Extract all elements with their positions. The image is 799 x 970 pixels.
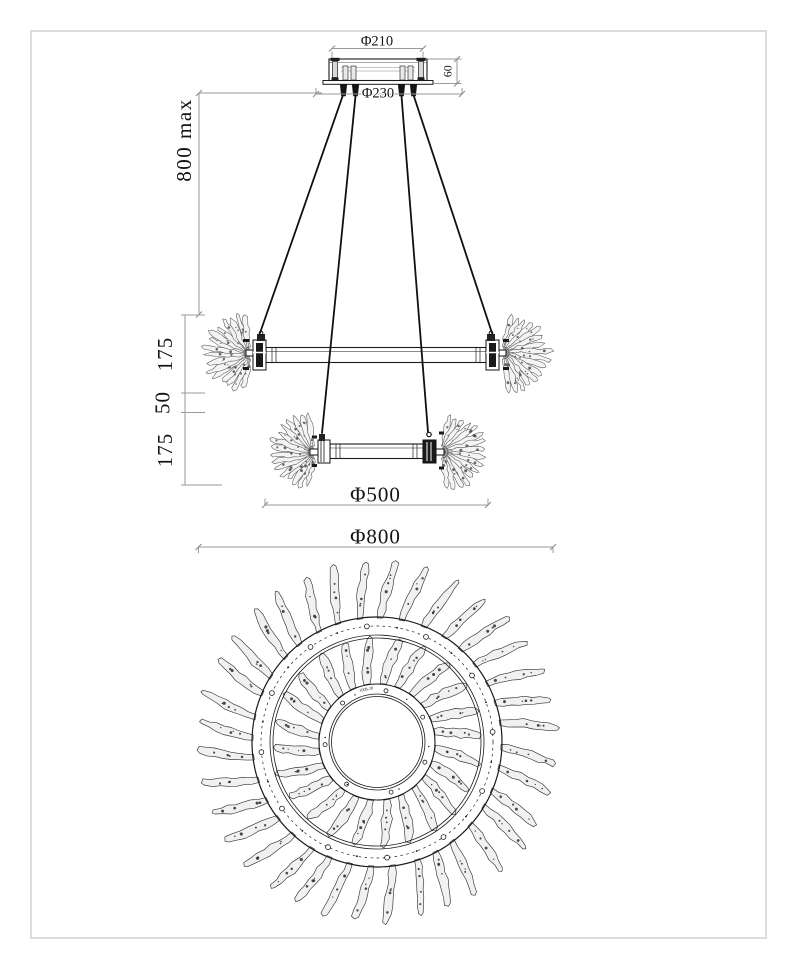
- outer-ring-inner-circle-2: [273, 638, 481, 846]
- outer-ring-bolt-circle: [261, 626, 493, 858]
- suspension-cables: [260, 95, 492, 433]
- crystal-fan: [270, 413, 316, 488]
- canopy-bottom-diameter-label: Φ230: [361, 85, 395, 102]
- canopy-height-label: 60: [440, 65, 455, 78]
- canopy-top-diameter-label: Φ210: [360, 33, 394, 50]
- crystal-fan: [202, 313, 251, 391]
- side-view: [202, 58, 554, 490]
- suspension-max-label: 800 max: [172, 98, 196, 182]
- outer-ring-inner-circle-1: [270, 635, 484, 849]
- crystal-fan: [441, 415, 486, 490]
- ring-part-marking: 1008-20: [358, 685, 374, 693]
- mounting-holes: [259, 624, 495, 860]
- crystal-leaves: [197, 561, 560, 925]
- dim-canopy-bottom-diameter: [313, 86, 465, 102]
- crystal-fan: [502, 314, 554, 393]
- dim-overall-diameter: [196, 525, 557, 554]
- upper-ring-bar: [266, 348, 486, 363]
- overall-diameter-label: Φ800: [350, 524, 401, 549]
- screw-post-left: [333, 62, 338, 78]
- inner-ring-outer-circle: [319, 684, 435, 800]
- inner-ring-inner-circle-2: [332, 697, 423, 788]
- dim-lower-ring-diameter: [262, 483, 491, 509]
- inner-ring-inner-circle-1: [329, 694, 425, 790]
- tier1-height-label: 175: [153, 336, 177, 372]
- tier-gap-label: 50: [150, 391, 175, 414]
- dim-canopy-top-diameter: [329, 34, 426, 59]
- cable-connectors: [343, 66, 413, 80]
- screw-post-right: [419, 62, 424, 78]
- plan-view: [197, 561, 560, 925]
- outer-ring-outer-circle: [252, 617, 502, 867]
- tier2-height-label: 175: [153, 432, 177, 468]
- lower-ring-bar: [330, 444, 423, 459]
- canopy-plate: [323, 81, 433, 85]
- lower-ring-diameter-label: Φ500: [350, 482, 401, 507]
- dim-suspension-max: [172, 90, 322, 318]
